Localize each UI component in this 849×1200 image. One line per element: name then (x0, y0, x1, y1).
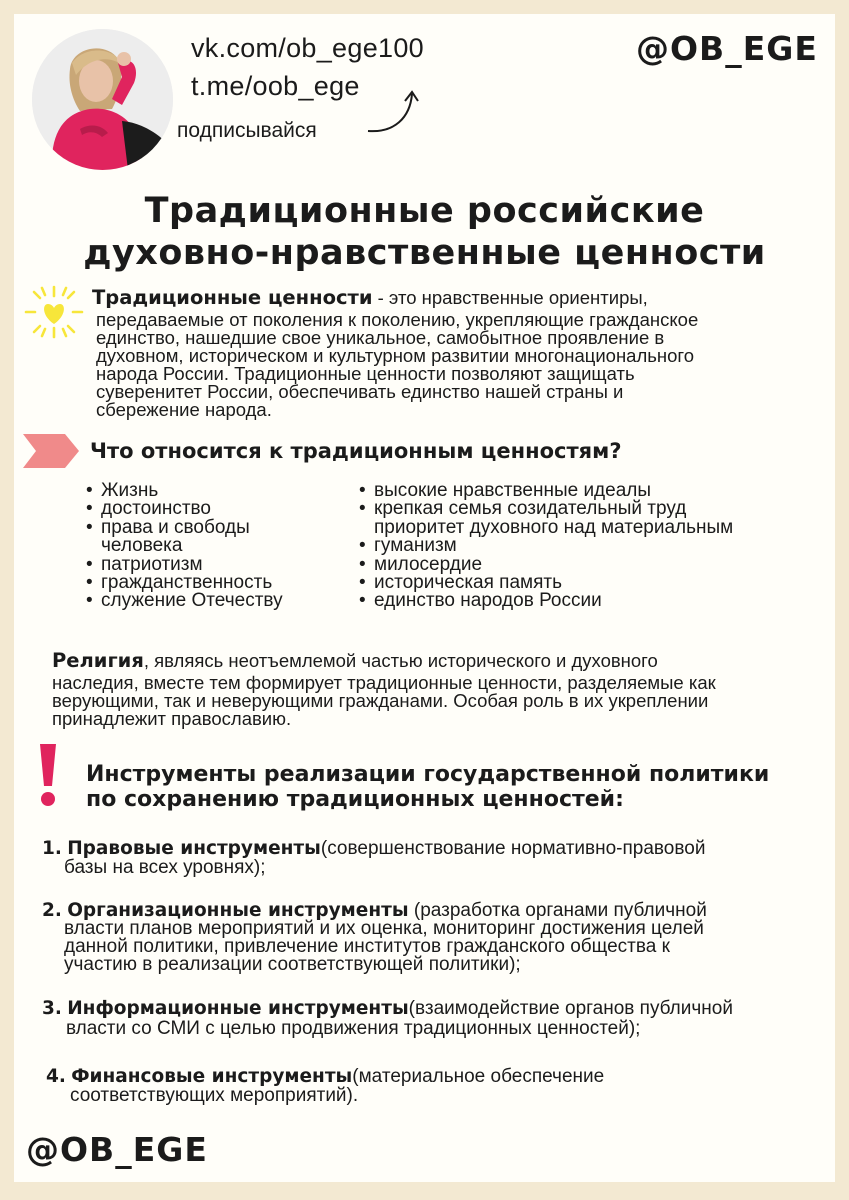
values-list-left (86, 482, 283, 611)
instrument-text: (разработка органами публичной (408, 900, 707, 921)
definition-intro: - это нравственные ориентиры, (372, 287, 648, 308)
list-item: • гуманизм (359, 537, 733, 555)
vk-link[interactable]: vk.com/ob_ege100 (191, 33, 424, 63)
religion-line-0 (52, 649, 658, 672)
list-item: • служение Отечеству (86, 592, 283, 610)
religion-intro: , являясь неотъемлемой частью исторического и духовного (143, 650, 658, 671)
values-list-right (359, 482, 733, 611)
instrument-number: 4. (46, 1066, 66, 1087)
list-item: • патриотизм (86, 556, 283, 574)
religion-line-3: принадлежит православию. (52, 708, 292, 729)
definition-line-0 (92, 286, 648, 309)
telegram-link[interactable]: t.me/oob_ege (191, 71, 360, 101)
list-item: • права и свободы (86, 519, 283, 537)
page-title-line2: духовно-нравственные ценности (83, 233, 766, 273)
instrument-number: 1. (42, 838, 62, 859)
page-title-line1: Традиционные российские (144, 191, 705, 231)
list-item: • Жизнь (86, 482, 283, 500)
definition-line-1: передаваемые от поколения к поколению, укрепляющие гражданское (96, 309, 699, 330)
definition-line-3: духовном, историческом и культурном развитии многонационального (96, 345, 695, 366)
definition-line-4: народа России. Традиционные ценности позволяют защищать (96, 363, 635, 384)
instrument-text: власти планов мероприятий и их оценка, мониторинг достижения целей (64, 918, 704, 939)
instrument-text: соответствующих мероприятий). (70, 1085, 359, 1106)
instrument-name: Организационные инструменты (67, 900, 409, 921)
religion-line-1: наследия, вместе тем формирует традиционные ценности, разделяемые как (52, 672, 716, 693)
instrument-text: участию в реализации соответствующей политики); (64, 954, 521, 975)
instrument-text: (материальное обеспечение (352, 1066, 605, 1087)
page (14, 14, 835, 1182)
list-item: • гражданственность (86, 574, 283, 592)
instrument-name: Информационные инструменты (67, 998, 409, 1019)
definition-line-6: сбережение народа. (96, 399, 272, 420)
list-item: • милосердие (359, 556, 733, 574)
definition-line-2: единство, нашедшие свое уникальное, самобытное проявление в (96, 327, 665, 348)
instrument-number: 2. (42, 900, 62, 921)
instrument-text: базы на всех уровнях); (64, 857, 266, 878)
instruments-heading-line2: по сохранению традиционных ценностей: (86, 787, 624, 812)
list-item: • достоинство (86, 500, 283, 518)
religion-line-2: верующими, так и неверующими гражданами. Особая роль в их укреплении (52, 690, 709, 711)
instrument-text: данной политики, привлечение институтов гражданского общества к (64, 936, 670, 957)
instrument-text: (взаимодействие органов публичной (408, 998, 733, 1019)
footer-handle: @OB_EGE (26, 1130, 208, 1169)
instrument-item (42, 840, 705, 859)
instrument-item (46, 1068, 604, 1087)
values-heading: Что относится к традиционным ценностям? (90, 439, 622, 463)
instrument-text: власти со СМИ с целью продвижения традиционных ценностей); (66, 1018, 641, 1039)
subscribe-text: подписывайся (177, 119, 317, 142)
list-item: • историческая память (359, 574, 733, 592)
instrument-text: (совершенствование нормативно-правовой (320, 838, 706, 859)
list-item-continuation: человека (101, 535, 183, 557)
avatar-illustration (32, 29, 173, 170)
instrument-name: Правовые инструменты (67, 838, 321, 859)
author-avatar (32, 29, 173, 170)
list-item: • единство народов России (359, 592, 733, 610)
instrument-item (42, 1000, 733, 1019)
definition-term: Традиционные ценности (92, 286, 373, 309)
list-item-continuation: приоритет духовного над материальным (374, 516, 734, 538)
instruments-heading-line1: Инструменты реализации государственной политики (86, 762, 770, 787)
top-handle: @OB_EGE (636, 29, 818, 68)
definition-line-5: суверенитет России, обеспечивать единство нашей страны и (96, 381, 624, 402)
chevron-arrow-icon (23, 434, 79, 468)
instrument-name: Финансовые инструменты (71, 1066, 353, 1087)
exclamation-icon (36, 742, 60, 808)
list-item: • крепкая семья созидательный труд (359, 500, 733, 518)
list-item: • высокие нравственные идеалы (359, 482, 733, 500)
sun-icon (22, 284, 86, 340)
curved-arrow-icon (364, 80, 424, 140)
instrument-number: 3. (42, 998, 62, 1019)
religion-term: Религия (52, 649, 144, 672)
